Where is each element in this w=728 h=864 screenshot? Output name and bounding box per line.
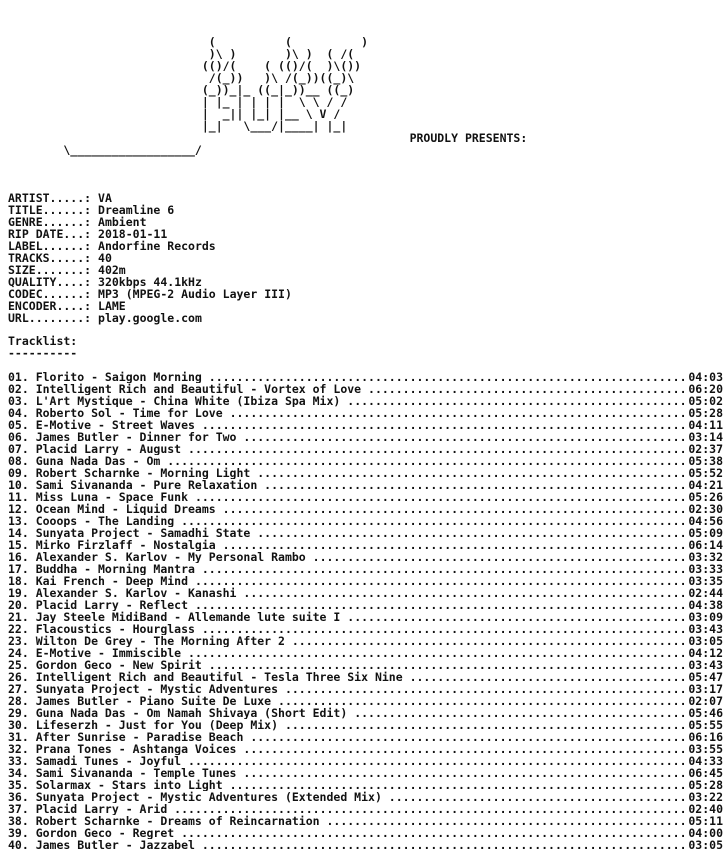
info-label: SIZE.......: (8, 263, 92, 277)
info-value: MP3 (MPEG-2 Audio Layer III) (98, 287, 292, 301)
track-duration: 04:33 (688, 755, 723, 767)
track-row (8, 563, 723, 575)
track-title: 37. Placid Larry - Arid (8, 803, 168, 815)
track-leader-dots (236, 431, 688, 443)
track-title: 34. Sami Sivananda - Temple Tunes (8, 767, 237, 779)
track-duration: 05:28 (688, 407, 723, 419)
track-duration: 02:37 (688, 443, 723, 455)
info-value: Andorfine Records (98, 239, 216, 253)
track-leader-dots (250, 467, 688, 479)
track-title: 08. Guna Nada Das - Om (8, 455, 161, 467)
track-duration: 04:11 (688, 419, 723, 431)
track-duration: 05:46 (688, 707, 723, 719)
track-title: 23. Wilton De Grey - The Morning After 2 (8, 635, 285, 647)
info-value: play.google.com (98, 311, 202, 325)
track-leader-dots (382, 791, 689, 803)
track-title: 39. Gordon Geco - Regret (8, 827, 175, 839)
track-title: 07. Placid Larry - August (8, 443, 182, 455)
track-row (8, 371, 723, 383)
track-leader-dots (181, 443, 688, 455)
track-row (8, 551, 723, 563)
track-row (8, 443, 723, 455)
track-row (8, 623, 723, 635)
track-title: 28. James Butler - Piano Suite De Luxe (8, 695, 272, 707)
track-row (8, 539, 723, 551)
track-row (8, 731, 723, 743)
track-title: 29. Guna Nada Das - Om Namah Shivaya (Short Edit) (8, 707, 348, 719)
track-duration: 03:55 (688, 743, 723, 755)
track-duration: 03:17 (688, 683, 723, 695)
track-row (8, 719, 723, 731)
track-leader-dots (223, 779, 689, 791)
tracklist-heading (8, 335, 77, 359)
track-title: 15. Mirko Firzlaff - Nostalgia (8, 539, 216, 551)
track-row (8, 839, 723, 851)
track-leader-dots (160, 455, 688, 467)
track-title: 25. Gordon Geco - New Spirit (8, 659, 202, 671)
track-row (8, 575, 723, 587)
track-duration: 02:40 (688, 803, 723, 815)
release-info (8, 192, 292, 324)
track-title: 18. Kai French - Deep Mind (8, 575, 189, 587)
track-duration: 03:35 (688, 575, 723, 587)
track-leader-dots (257, 479, 688, 491)
track-title: 06. James Butler - Dinner for Two (8, 431, 237, 443)
track-title: 09. Robert Scharnke - Morning Light (8, 467, 251, 479)
track-leader-dots (195, 563, 688, 575)
track-row (8, 707, 723, 719)
track-leader-dots (174, 515, 688, 527)
track-title: 21. Jay Steele MidiBand - Allemande lute suite I (8, 611, 341, 623)
info-label: TITLE......: (8, 203, 92, 217)
track-title: 04. Roberto Sol - Time for Love (8, 407, 223, 419)
track-leader-dots (202, 371, 689, 383)
track-row (8, 695, 723, 707)
track-row (8, 383, 723, 395)
track-leader-dots (278, 719, 688, 731)
track-title: 38. Robert Scharnke - Dreams of Reincarnation (8, 815, 320, 827)
track-title: 40. James Butler - Jazzabel (8, 839, 195, 851)
track-title: 16. Alexander S. Karlov - My Personal Rambo (8, 551, 306, 563)
track-duration: 05:09 (688, 527, 723, 539)
track-leader-dots (195, 623, 688, 635)
track-leader-dots (236, 743, 688, 755)
track-title: 27. Sunyata Project - Mystic Adventures (8, 683, 279, 695)
track-leader-dots (195, 839, 688, 851)
info-value: 402m (98, 263, 126, 277)
track-duration: 03:33 (688, 563, 723, 575)
track-duration: 03:05 (688, 635, 723, 647)
track-duration: 05:38 (688, 455, 723, 467)
track-leader-dots (167, 803, 688, 815)
track-title: 14. Sunyata Project - Samadhi State (8, 527, 251, 539)
track-leader-dots (188, 599, 688, 611)
track-title: 05. E-Motive - Street Waves (8, 419, 195, 431)
track-row (8, 815, 723, 827)
track-title: 26. Intelligent Rich and Beautiful - Tesla Three Six Nine (8, 671, 403, 683)
track-row (8, 755, 723, 767)
info-label: QUALITY....: (8, 275, 92, 289)
track-duration: 06:45 (688, 767, 723, 779)
info-value: 2018-01-11 (98, 227, 168, 241)
track-leader-dots (223, 407, 689, 419)
track-title: 02. Intelligent Rich and Beautiful - Vortex of Love (8, 383, 362, 395)
track-leader-dots (340, 611, 688, 623)
track-duration: 06:20 (688, 383, 723, 395)
track-row (8, 479, 723, 491)
track-title: 17. Buddha - Morning Mantra (8, 563, 195, 575)
track-title: 30. Lifeserzh - Just for You (Deep Mix) (8, 719, 279, 731)
track-duration: 05:26 (688, 491, 723, 503)
track-row (8, 395, 723, 407)
track-duration: 02:30 (688, 503, 723, 515)
track-row (8, 647, 723, 659)
track-leader-dots (361, 383, 688, 395)
track-title: 36. Sunyata Project - Mystic Adventures (Extended Mix) (8, 791, 382, 803)
info-label: ENCODER....: (8, 299, 92, 313)
info-value: 320kbps 44.1kHz (98, 275, 202, 289)
track-duration: 02:44 (688, 587, 723, 599)
track-duration: 04:38 (688, 599, 723, 611)
track-leader-dots (188, 491, 688, 503)
info-label: ARTIST.....: (8, 191, 92, 205)
info-label: CODEC......: (8, 287, 92, 301)
track-duration: 05:28 (688, 779, 723, 791)
track-leader-dots (347, 707, 688, 719)
track-row (8, 455, 723, 467)
track-leader-dots (181, 755, 688, 767)
track-leader-dots (250, 527, 688, 539)
tracklist-underline: ---------- (8, 346, 78, 360)
track-duration: 05:52 (688, 467, 723, 479)
track-title: 13. Cooops - The Landing (8, 515, 175, 527)
track-leader-dots (285, 635, 688, 647)
info-value: LAME (98, 299, 126, 313)
track-row (8, 467, 723, 479)
track-leader-dots (202, 659, 689, 671)
track-duration: 06:16 (688, 731, 723, 743)
track-leader-dots (236, 587, 688, 599)
track-leader-dots (243, 731, 688, 743)
track-leader-dots (403, 671, 689, 683)
track-leader-dots (271, 695, 688, 707)
track-list (8, 371, 723, 851)
info-label: URL........: (8, 311, 92, 325)
track-title: 11. Miss Luna - Space Funk (8, 491, 189, 503)
track-row (8, 683, 723, 695)
track-row (8, 515, 723, 527)
track-row (8, 635, 723, 647)
track-row (8, 659, 723, 671)
track-duration: 04:56 (688, 515, 723, 527)
track-title: 22. Flacoustics - Hourglass (8, 623, 195, 635)
track-row (8, 491, 723, 503)
track-duration: 04:03 (688, 371, 723, 383)
track-duration: 05:47 (688, 671, 723, 683)
track-title: 01. Florito - Saigon Morning (8, 371, 202, 383)
track-title: 32. Prana Tones - Ashtanga Voices (8, 743, 237, 755)
track-row (8, 527, 723, 539)
info-label: GENRE......: (8, 215, 92, 229)
track-duration: 04:12 (688, 647, 723, 659)
track-duration: 03:43 (688, 623, 723, 635)
track-row (8, 611, 723, 623)
info-label: RIP DATE...: (8, 227, 92, 241)
track-duration: 04:21 (688, 479, 723, 491)
track-title: 31. After Sunrise - Paradise Beach (8, 731, 244, 743)
track-duration: 06:14 (688, 539, 723, 551)
track-title: 20. Placid Larry - Reflect (8, 599, 189, 611)
track-row (8, 779, 723, 791)
track-duration: 05:11 (688, 815, 723, 827)
track-row (8, 743, 723, 755)
info-value: 40 (98, 251, 112, 265)
track-leader-dots (216, 539, 689, 551)
track-title: 24. E-Motive - Immiscible (8, 647, 182, 659)
track-duration: 02:07 (688, 695, 723, 707)
info-value: Ambient (98, 215, 147, 229)
track-duration: 03:43 (688, 659, 723, 671)
track-leader-dots (278, 683, 688, 695)
track-duration: 03:05 (688, 839, 723, 851)
info-row (8, 312, 292, 324)
track-row (8, 671, 723, 683)
info-value: VA (98, 191, 112, 205)
track-duration: 04:00 (688, 827, 723, 839)
info-label: TRACKS.....: (8, 251, 92, 265)
tracklist-title: Tracklist: (8, 334, 78, 348)
track-duration: 03:09 (688, 611, 723, 623)
track-title: 10. Sami Sivananda - Pure Relaxation (8, 479, 258, 491)
track-leader-dots (306, 551, 689, 563)
track-row (8, 599, 723, 611)
ascii-logo-banner: ( ( ) )\ ) )\ ) ( /( (()/( ( (()/( )\()) /(_)) )\ /(_))((_)\ (_))_|_ ((_|_))__ ((_) | |_ | | | | \ \ / / | _|| |_| |__ \ V / |_| \___/|____| |_| PROUDLY PRESENTS: \__________________/ (63, 35, 528, 157)
track-duration: 03:14 (688, 431, 723, 443)
track-duration: 03:32 (688, 551, 723, 563)
track-row (8, 419, 723, 431)
track-title: 33. Samadi Tunes - Joyful (8, 755, 182, 767)
track-duration: 05:55 (688, 719, 723, 731)
info-label: LABEL......: (8, 239, 92, 253)
track-row (8, 407, 723, 419)
track-leader-dots (188, 575, 688, 587)
track-leader-dots (195, 419, 688, 431)
track-duration: 03:22 (688, 791, 723, 803)
track-duration: 05:02 (688, 395, 723, 407)
track-row (8, 767, 723, 779)
track-row (8, 431, 723, 443)
track-title: 35. Solarmax - Stars into Light (8, 779, 223, 791)
track-title: 12. Ocean Mind - Liquid Dreams (8, 503, 216, 515)
track-title: 19. Alexander S. Karlov - Kanashi (8, 587, 237, 599)
track-row (8, 587, 723, 599)
track-row (8, 803, 723, 815)
track-leader-dots (340, 395, 688, 407)
track-leader-dots (236, 767, 688, 779)
track-leader-dots (174, 827, 688, 839)
info-value: Dreamline 6 (98, 203, 175, 217)
track-leader-dots (216, 503, 689, 515)
track-row (8, 827, 723, 839)
track-leader-dots (181, 647, 688, 659)
track-row (8, 503, 723, 515)
track-leader-dots (320, 815, 689, 827)
track-row (8, 791, 723, 803)
track-title: 03. L'Art Mystique - China White (Ibiza Spa Mix) (8, 395, 341, 407)
